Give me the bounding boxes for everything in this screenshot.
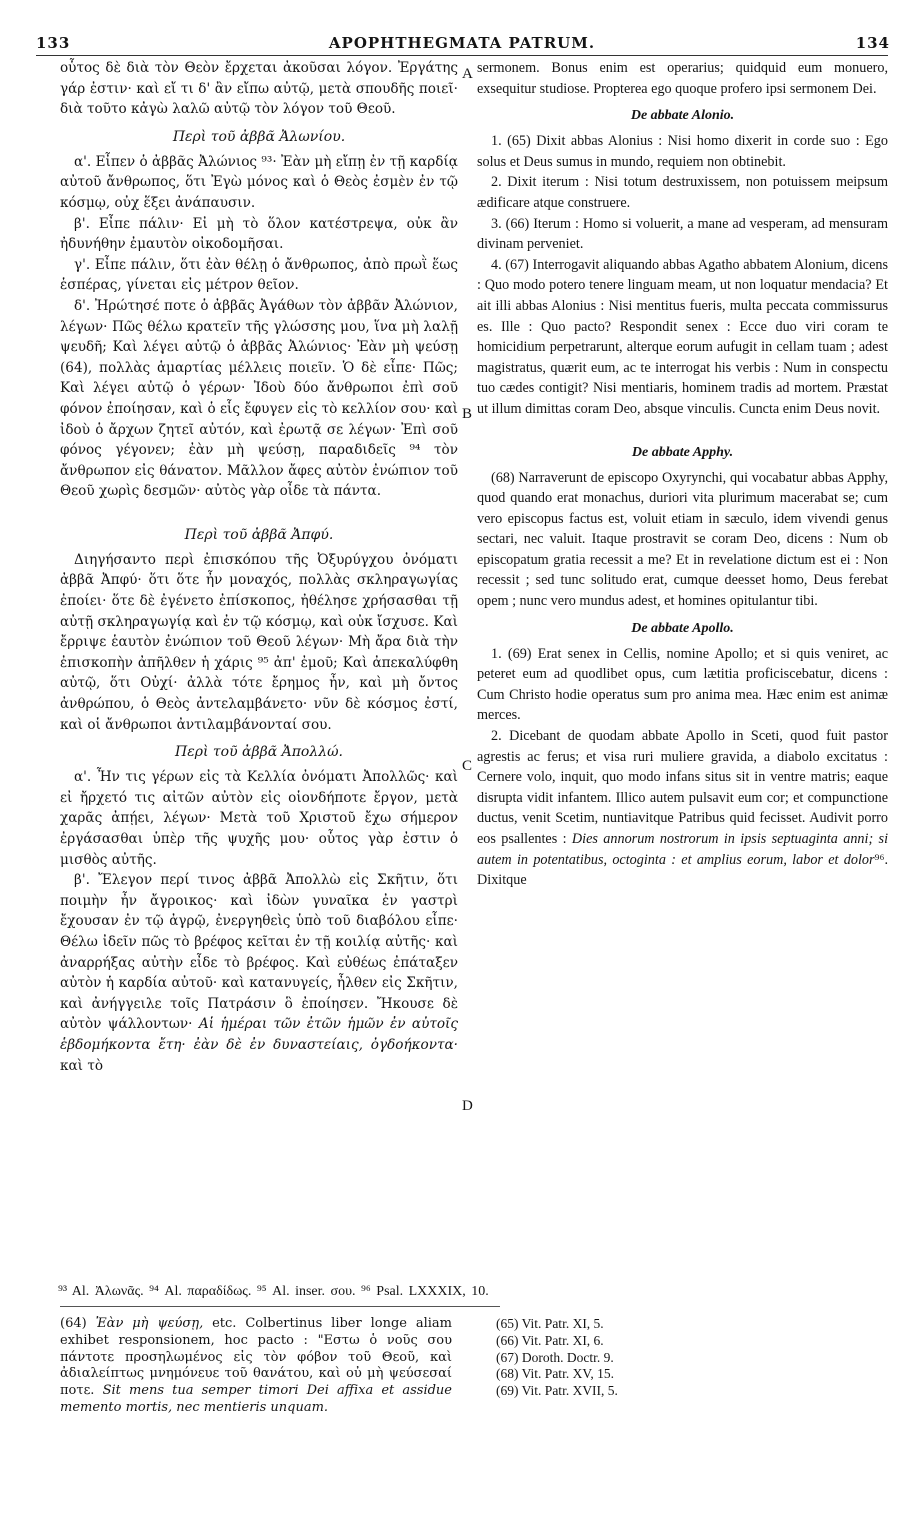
- latin-saying-4: 4. (67) Interrogavit aliquando abbas Agatho abbatem Alonium, dicens : Quo modo potero tenere linguam meam, ut non loquatur mendacia? Et ait illi abbas Alonius : Nisi mentitus fueris, multa peccata commissurus es. Ille : Quo pacto? Respondit senex : Ecce duo viri coram te homicidium perpetrarunt, alterque eorum aufugit in cellam tuam ; adest magistratus, quærit eum, ac te interrogat his verbis : Num in conspectu tuo cædes contigit? Nisi mentiaris, hominem tradis ad mortem. Præstat ut illum dimittas coram Deo, absque vinculis. Cuncta enim Deus novit.: [477, 256, 888, 417]
- latin-apollo-2-end: ⁹⁶. Dixitque: [477, 851, 888, 889]
- latin-apollo-2: [477, 726, 888, 891]
- reference-69: (69) Vit. Patr. XVII, 5.: [496, 1383, 618, 1399]
- latin-saying-1: 1. (65) Dixit abbas Alonius : Nisi homo dixerit in corde suo : Ego solus et Deus sumus in mundo, requiem non obtinebit.: [477, 133, 888, 170]
- latin-psalm-quote: Dies annorum nostrorum in ipsis septuaginta anni; si autem in potentatibus, octoginta : et amplius eorum, labor et dolor: [477, 831, 889, 868]
- greek-saying-3: γ'. Εἶπε πάλιν, ὅτι ἐὰν θέλῃ ὁ ἄνθρωπος, ἀπὸ πρωῒ ἕως ἑσπέρας, γίνεται εἰς μέτρον θεῖον.: [60, 256, 458, 294]
- left-page-number: 133: [36, 34, 71, 52]
- greek-saying-4: δ'. Ἠρώτησέ ποτε ὁ ἀββᾶς Ἀγάθων τὸν ἀββᾶν Ἀλώνιον, λέγων· Πῶς θέλω κρατεῖν τῆς γλώσσης μου, ἵνα μὴ λαλῇ ψευδῆ; Καὶ λέγει αὐτῷ ὁ ἀββᾶς Ἀλώνιος· Ἐὰν μὴ ψεύσῃ (64), πολλὰς ἁμαρτίας μέλλεις ποιεῖν. Ὁ δὲ εἶπε· Πῶς; Καὶ λέγει αὐτῷ ὁ γέρων· Ἰδοὺ δύο ἄνθρωποι ἐπὶ σοῦ φόνον ἐποίησαν, καὶ ὁ εἷς ἔφυγεν εἰς τὸ κελλίον σου· καὶ ἰδοὺ ὁ ἄρχων ζητεῖ αὐτόν, καὶ ἐρωτᾷ σε λέγων· Ἐπὶ σοῦ φόνος γέγονεν; ἐὰν μὴ ψεύσῃ, παραδιδεῖς ⁹⁴ τὸν ἄνθρωπον εἰς θάνατον. Μᾶλλον ἄφες αὐτὸν ἐνώπιον τοῦ Θεοῦ χωρὶς δεσμῶν· αὐτὸς γὰρ οἶδε τὰ πάντα.: [60, 297, 458, 500]
- latin-heading-alonius: De abbate Alonio.: [630, 108, 735, 124]
- latin-apollo-2-text: 2. Dicebant de quodam abbate Apollo in Sceti, quod fuit pastor agrestis ac ferus; et visa ruri muliere gravida, a diabolo excitatus : Cernere volo, inquit, quo modo infans situs sit in ventre matris; eaque disrupta vidit infantem. Illico autem pulsavit eum cor; et compunctione ductus, venit Scetim, nuntiavitque Patribus quid fecisset. Audivit porro eos psallentes :: [477, 728, 888, 847]
- note-64: [60, 1316, 452, 1417]
- running-title: APOPHTHEGMATA PATRUM.: [328, 34, 596, 52]
- reference-67: (67) Doroth. Doctr. 9.: [496, 1349, 614, 1365]
- right-page-number: 134: [855, 34, 890, 52]
- margin-mark-a: A: [462, 66, 473, 82]
- greek-apollo-2-text: β'. Ἔλεγον περί τινος ἀββᾶ Ἀπολλὼ εἰς Σκῆτιν, ὅτι ποιμὴν ἦν ἄγροικος· καὶ ἰδὼν γυναῖκα ἐν γαστρὶ ἔχουσαν ἐν τῷ ἀγρῷ, ἐνεργηθεὶς ὑπὸ τοῦ διαβόλου εἶπε· Θέλω ἰδεῖν πῶς τὸ βρέφος κεῖται ἐν τῇ κοιλίᾳ αὐτῆς· καὶ ἀναρρήξας αὐτὴν εἶδε τὸ βρέφος. Καὶ εὐθέως ἐπάταξεν αὐτὸν ἡ καρδία αὐτοῦ· καὶ κατανυγείς, ἦλθεν εἰς Σκῆτιν, καὶ ἀνήγγειλε τοῖς Πατράσιν ὃ ἐποίησεν. Ἤκουσε δὲ αὐτὸν ψάλλοντων·: [60, 872, 458, 1033]
- latin-saying-2: 2. Dixit iterum : Nisi totum destruxissem, non potuissem meipsum ædificare atque construere.: [477, 174, 888, 211]
- latin-intro: sermonem. Bonus enim est operarius; quidquid eum monuero, exsequitur studiose. Propterea ego quoque profero ipsi sermonem Dei.: [477, 60, 888, 97]
- footnote-rule: [60, 1306, 500, 1307]
- margin-mark-b: B: [462, 406, 473, 422]
- variant-footnotes: ⁹³ Al. Ἀλωνᾶς. ⁹⁴ Al. παραδίδως. ⁹⁵ Al. inser. σου. ⁹⁶ Psal. LXXXIX, 10.: [58, 1284, 489, 1299]
- reference-65: (65) Vit. Patr. XI, 5.: [496, 1316, 604, 1331]
- greek-heading-apphy: Περὶ τοῦ ἀββᾶ Ἀπφύ.: [184, 526, 334, 543]
- greek-heading-alonius: Περὶ τοῦ ἀββᾶ Ἀλωνίου.: [172, 128, 346, 145]
- latin-apphy: (68) Narraverunt de episcopo Oxyrynchi, qui vocabatur abbas Apphy, quod quando erat monachus, duriori vita plurimum macerabat se; cum vero episcopus factus est, voluit etiam in sæculo, idem vivendi genus sectari, nec valuit. Itaque prostravit se coram Deo, dicens : Num ob episcopatum gratia recessit a me? Et in revelatione dictum est ei : Non recessit ; sed tunc solitudo erat, cumque deesset homo, Deus ferebat opem ; nunc vero mundus adest, et homines opitulantur tibi.: [477, 469, 888, 610]
- note-64-number: (64): [60, 1316, 87, 1331]
- margin-mark-d: D: [462, 1098, 473, 1114]
- greek-psalm-quote: Αἱ ἡμέραι τῶν ἐτῶν ἡμῶν ἐν αὐτοῖς ἑβδομήκοντα ἔτη· ἐὰν δὲ ἐν δυναστείαις, ὀγδοήκοντα·: [60, 1016, 459, 1053]
- greek-apollo-2-end: καὶ τὸ: [60, 1057, 104, 1074]
- latin-column: [477, 58, 888, 891]
- note-64-lemma: Ἐὰν μὴ ψεύσῃ,: [95, 1316, 204, 1331]
- greek-saying-1: α'. Εἶπεν ὁ ἀββᾶς Ἀλώνιος ⁹³· Ἐὰν μὴ εἴπῃ ἐν τῇ καρδίᾳ αὐτοῦ ἄνθρωπος, ὅτι Ἐγὼ μόνος καὶ ὁ Θεὸς ἐσμὲν ἐν τῷ κόσμῳ, οὐχ ἕξει ἀνάπαυσιν.: [60, 153, 458, 211]
- greek-intro: οὗτος δὲ διὰ τὸν Θεὸν ἔρχεται ἀκοῦσαι λόγον. Ἐργάτης γάρ ἐστιν· καὶ εἴ τι δ' ἂν εἴπω αὐτῷ, μετὰ σπουδῆς ποιεῖ· διὰ τοῦτο κἀγὼ λαλῶ αὐτῷ τὸν λόγον τοῦ Θεοῦ.: [60, 60, 458, 118]
- greek-saying-2: β'. Εἶπε πάλιν· Εἰ μὴ τὸ ὅλον κατέστρεψα, οὐκ ἂν ἠδυνήθην ἐμαυτὸν οἰκοδομῆσαι.: [60, 215, 458, 253]
- latin-heading-apollo: De abbate Apollo.: [631, 620, 734, 636]
- header-rule: [36, 55, 888, 56]
- greek-heading-apollo: Περὶ τοῦ ἀββᾶ Ἀπολλώ.: [175, 744, 343, 761]
- latin-heading-apphy: De abbate Apphy.: [631, 444, 734, 460]
- reference-68: (68) Vit. Patr. XV, 15.: [496, 1366, 614, 1382]
- note-64-translation: Sit mens tua semper timori Dei affixa et assidue memento mortis, nec mentieris unquam.: [60, 1383, 452, 1415]
- greek-apollo-1: α'. Ἦν τις γέρων εἰς τὰ Κελλία ὀνόματι Ἀπολλῶς· καὶ εἰ ἤρχετό τις αἰτῶν αὐτὸν εἰς οἱονδήποτε ἔργον, μετὰ χαρᾶς ἀπῄει, λέγων· Μετὰ τοῦ Χριστοῦ ἔχω σήμερον ἐργάσασθαι ὑπὲρ τῆς ψυχῆς μου· οὗτος γὰρ ἐστιν ὁ μισθὸς αὐτῆς.: [60, 769, 458, 868]
- greek-apollo-2: [60, 870, 458, 1076]
- greek-column: [60, 58, 458, 1076]
- note-64-text: etc. Colbertinus liber longe aliam exhibet responsionem, hoc pacto : "Εστω ὁ νοῦς σου πάντοτε προσηλωμένος εἰς τὸν φόβον τοῦ Θεοῦ, καὶ ἀδιαλείπτως μνημόνευε τοῦ θανάτου, καὶ οὐ μὴ ψεύσεσαί ποτε.: [60, 1316, 452, 1399]
- source-references: [496, 1316, 796, 1400]
- margin-mark-c: C: [462, 758, 473, 774]
- reference-66: (66) Vit. Patr. XI, 6.: [496, 1332, 604, 1348]
- latin-saying-3: 3. (66) Iterum : Homo si voluerit, a mane ad vesperam, ad mensuram divinam perveniet.: [477, 215, 888, 253]
- greek-apphy: Διηγήσαντο περὶ ἐπισκόπου τῆς Ὀξυρύγχου ὀνόματι ἀββᾶ Ἀπφύ· ὅτι ὅτε ἦν μοναχός, πολλὰς σκληραγωγίας ἐποίει· ὅτε δὲ ἐγένετο ἐπίσκοπος, ἠθέλησε χρήσασθαι τῇ αὐτῇ σκληραγωγίᾳ καὶ ἐν τῷ κόσμῳ, καὶ οὐκ ἴσχυσε. Καὶ ἔρριψε ἑαυτὸν ἐνώπιον τοῦ Θεοῦ λέγων· Μὴ ἄρα διὰ τὴν ἐπισκοπὴν ἀπῆλθεν ἡ χάρις ⁹⁵ ἀπ' ἐμοῦ; Καὶ ἀπεκαλύφθη αὐτῷ, ὅτι Οὐχί· ἀλλὰ τότε ἔρημος ἦν, καὶ μὴ ὄντος ἀνθρώπου, ὁ Θεὸς ἀντελαμβάνετο· νῦν δὲ κόσμος ἐστί, καὶ οἱ ἄνθρωποι ἀντιλαμβάνονταί σου.: [60, 551, 458, 733]
- latin-apollo-1: 1. (69) Erat senex in Cellis, nomine Apollo; et si quis veniret, ac peteret eum ad quodlibet opus, cum lætitia proficiscebatur, dicens : Cum Christo hodie operatus sum pro anima mea. Hæc enim est animæ merces.: [477, 645, 888, 724]
